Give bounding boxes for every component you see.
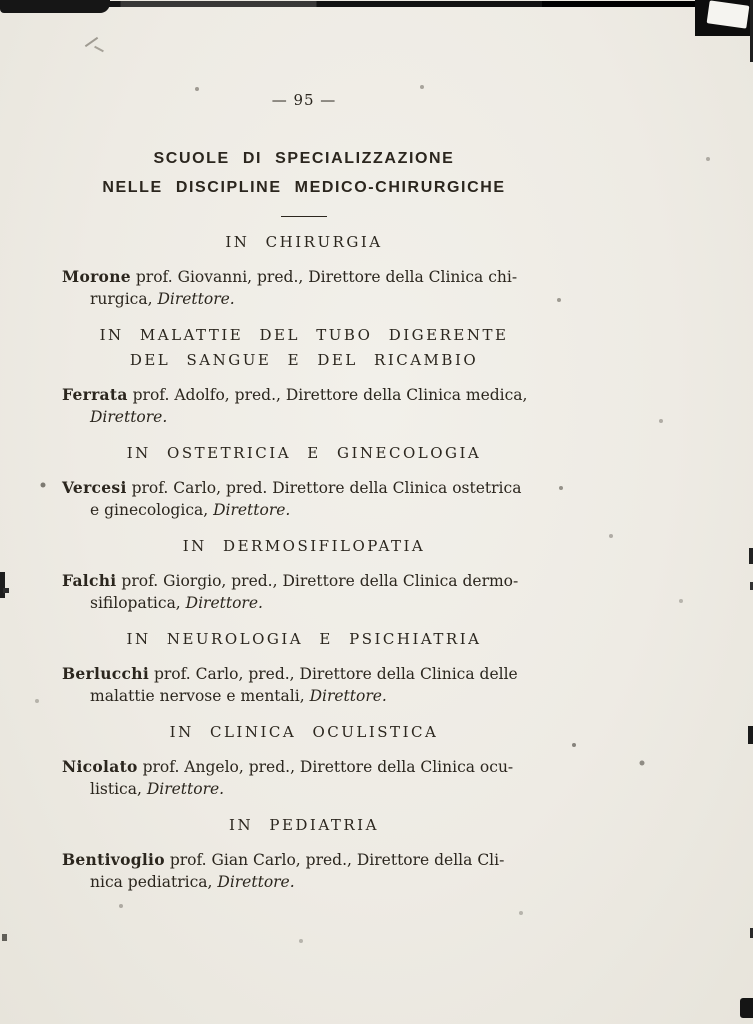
scan-corner-bottom-right xyxy=(740,998,753,1018)
scan-edge-top xyxy=(0,1,753,7)
entry-name: Bentivoglio xyxy=(62,850,165,869)
section-heading: IN CHIRURGIA xyxy=(225,233,383,251)
entry-line2 xyxy=(90,872,546,894)
scan-corner-top-right xyxy=(695,0,753,36)
section-heading xyxy=(62,323,546,373)
entry-name: Falchi xyxy=(62,571,117,590)
entry-line1 xyxy=(62,849,546,872)
entry-line2 xyxy=(90,407,546,429)
entry-line1 xyxy=(62,266,546,289)
entry xyxy=(62,849,546,893)
entry-text: prof. Carlo, pred., Direttore della Clinica delle xyxy=(149,665,518,683)
entry-text: prof. Carlo, pred. Direttore della Clinica ostetrica xyxy=(126,479,522,497)
entry-text: nica pediatrica, xyxy=(90,872,218,891)
entry-role: Direttore. xyxy=(217,872,295,891)
entry-text: sifilopatica, xyxy=(90,593,186,612)
title-divider xyxy=(281,216,327,217)
entry xyxy=(62,477,546,521)
section-heading-line2: DEL SANGUE E DEL RICAMBIO xyxy=(129,351,479,369)
page-number: — 95 — xyxy=(271,91,337,109)
pencil-mark-1 xyxy=(85,37,98,47)
scan-edge-top-left xyxy=(0,0,110,13)
document-title-line2: NELLE DISCIPLINE MEDICO-CHIRURGICHE xyxy=(102,179,506,196)
entry xyxy=(62,266,546,310)
entry-line1 xyxy=(62,477,546,500)
section-heading: IN OSTETRICIA E GINECOLOGIA xyxy=(126,444,482,462)
section-heading: IN PEDIATRIA xyxy=(229,816,379,834)
section-chirurgia xyxy=(62,230,546,310)
entry-name: Nicolato xyxy=(62,757,138,776)
section-malattie-tubo-digerente xyxy=(62,323,546,428)
entry-text: e ginecologica, xyxy=(90,500,214,519)
document-title xyxy=(62,144,546,202)
entry-text: prof. Giovanni, pred., Direttore della Clinica chi- xyxy=(130,268,518,286)
scan-mark-right-1 xyxy=(749,548,753,564)
document-title-line1: SCUOLE DI SPECIALIZZAZIONE xyxy=(153,150,455,167)
entry-role: Direttore. xyxy=(90,407,168,426)
entry-name: Berlucchi xyxy=(62,664,150,683)
entry-text: listica, xyxy=(90,779,147,798)
section-ostetricia-ginecologia xyxy=(62,441,546,521)
entry-text: rurgica, xyxy=(90,289,158,308)
pencil-mark-2 xyxy=(94,46,104,52)
page-content xyxy=(62,90,546,893)
entry-role: Direttore. xyxy=(157,289,235,308)
entry-line1 xyxy=(62,756,546,779)
entry-line1 xyxy=(62,384,546,407)
entry xyxy=(62,756,546,800)
section-clinica-oculistica xyxy=(62,720,546,800)
entry-line2 xyxy=(90,500,546,522)
entry-role: Direttore. xyxy=(309,686,387,705)
section-heading: IN CLINICA OCULISTICA xyxy=(169,723,439,741)
scan-mark-right-3 xyxy=(748,726,753,744)
scan-speckles xyxy=(0,0,2,2)
entry-name: Morone xyxy=(62,267,131,286)
entry-text: prof. Angelo, pred., Direttore della Clinica ocu- xyxy=(137,758,514,776)
entry-text: malattie nervose e mentali, xyxy=(90,686,310,705)
entry-line2 xyxy=(90,686,546,708)
section-heading: IN DERMOSIFILOPATIA xyxy=(182,537,426,555)
section-neurologia-psichiatria xyxy=(62,627,546,707)
entry xyxy=(62,570,546,614)
scan-mark-left-3 xyxy=(2,934,7,941)
entry-line2 xyxy=(90,779,546,801)
scan-corner-paper-fold xyxy=(707,0,750,28)
entry-name: Ferrata xyxy=(62,385,128,404)
section-heading-line1: IN MALATTIE DEL TUBO DIGERENTE xyxy=(99,326,509,344)
entry-role: Direttore. xyxy=(146,779,225,798)
entry-line2 xyxy=(90,593,546,615)
entry-line2 xyxy=(90,289,546,311)
entry-text: prof. Giorgio, pred., Direttore della Clinica dermo- xyxy=(116,572,519,590)
section-heading: IN NEUROLOGIA E PSICHIATRIA xyxy=(126,630,482,648)
entry-role: Direttore. xyxy=(185,593,263,612)
entry-text: prof. Adolfo, pred., Direttore della Clinica medica, xyxy=(127,386,528,404)
entry-role: Direttore. xyxy=(213,500,291,519)
entry-name: Vercesi xyxy=(62,478,127,497)
scan-mark-left-1 xyxy=(0,572,5,598)
entry-line1 xyxy=(62,570,546,593)
scan-mark-left-2 xyxy=(3,588,9,593)
section-pediatria xyxy=(62,813,546,893)
entry xyxy=(62,384,546,428)
entry xyxy=(62,663,546,707)
entry-line1 xyxy=(62,663,546,686)
entry-text: prof. Gian Carlo, pred., Direttore della Cli- xyxy=(164,851,505,869)
section-dermosifilopatia xyxy=(62,534,546,614)
